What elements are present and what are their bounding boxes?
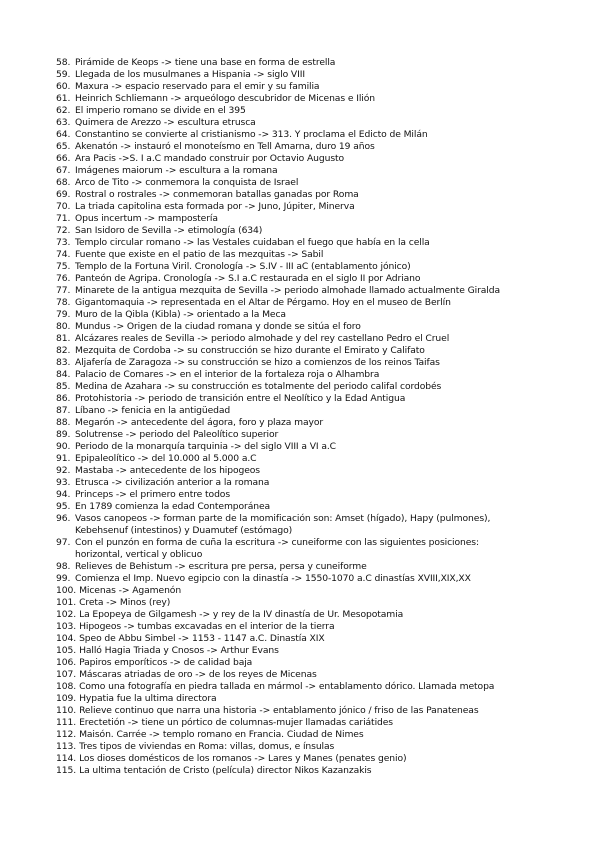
item-number: 108. bbox=[56, 681, 77, 692]
list-item bbox=[56, 81, 586, 93]
item-text: Imágenes maiorum -> escultura a la romana bbox=[75, 165, 278, 176]
item-text: Con el punzón en forma de cuña la escritura -> cuneiforme con las siguientes posiciones: horizontal, vertical y oblicuo bbox=[75, 537, 479, 560]
list-item bbox=[56, 537, 586, 561]
item-text: Líbano -> fenicia en la antigüedad bbox=[75, 405, 231, 416]
list-item bbox=[56, 297, 586, 309]
item-text: Creta -> Minos (rey) bbox=[79, 597, 171, 608]
list-item bbox=[56, 57, 586, 69]
item-number: 115. bbox=[56, 765, 77, 776]
item-text: San Isidoro de Sevilla -> etimología (634) bbox=[75, 225, 263, 236]
list-item bbox=[56, 489, 586, 501]
item-number: 87. bbox=[56, 405, 71, 416]
item-text: Panteón de Agripa. Cronología -> S.I a.C restaurada en el siglo II por Adriano bbox=[75, 273, 421, 284]
item-text: Princeps -> el primero entre todos bbox=[75, 489, 231, 500]
item-number: 102. bbox=[56, 609, 77, 620]
item-number: 65. bbox=[56, 141, 71, 152]
item-text: El imperio romano se divide en el 395 bbox=[75, 105, 246, 116]
numbered-list bbox=[56, 57, 586, 777]
item-number: 68. bbox=[56, 177, 71, 188]
item-text: Halló Hagia Triada y Cnosos -> Arthur Evans bbox=[79, 645, 279, 656]
item-number: 96. bbox=[56, 513, 71, 524]
item-text: Minarete de la antigua mezquita de Sevilla -> periodo almohade llamado actualmente Giralda bbox=[75, 285, 501, 296]
list-item bbox=[56, 285, 586, 297]
item-text: La triada capitolina esta formada por -> Juno, Júpiter, Minerva bbox=[75, 201, 355, 212]
item-text: Gigantomaquia -> representada en el Altar de Pérgamo. Hoy en el museo de Berlín bbox=[75, 297, 451, 308]
item-text: Akenatón -> instauró el monoteísmo en Tell Amarna, duro 19 años bbox=[75, 141, 375, 152]
list-item bbox=[56, 165, 586, 177]
item-number: 76. bbox=[56, 273, 71, 284]
item-number: 74. bbox=[56, 249, 71, 260]
item-text: Pirámide de Keops -> tiene una base en forma de estrella bbox=[75, 57, 336, 68]
item-text: Templo circular romano -> las Vestales cuidaban el fuego que había en la cella bbox=[75, 237, 430, 248]
item-number: 85. bbox=[56, 381, 71, 392]
list-item bbox=[56, 513, 586, 537]
item-text: Constantino se convierte al cristianismo -> 313. Y proclama el Edicto de Milán bbox=[75, 129, 428, 140]
item-text: Solutrense -> periodo del Paleolítico superior bbox=[75, 429, 279, 440]
item-text: Opus incertum -> mampostería bbox=[75, 213, 218, 224]
list-item bbox=[56, 657, 586, 669]
item-number: 75. bbox=[56, 261, 71, 272]
list-item bbox=[56, 453, 586, 465]
list-item bbox=[56, 357, 586, 369]
list-item bbox=[56, 417, 586, 429]
item-text: Relieves de Behistum -> escritura pre persa, persa y cuneiforme bbox=[75, 561, 367, 572]
list-item bbox=[56, 705, 586, 717]
list-item bbox=[56, 669, 586, 681]
item-number: 101. bbox=[56, 597, 77, 608]
list-item bbox=[56, 369, 586, 381]
list-item bbox=[56, 465, 586, 477]
list-item bbox=[56, 141, 586, 153]
item-number: 59. bbox=[56, 69, 71, 80]
item-text: Etrusca -> civilización anterior a la romana bbox=[75, 477, 270, 488]
item-text: Speo de Abbu Simbel -> 1153 - 1147 a.C. Dinastía XIX bbox=[79, 633, 325, 644]
item-text: En 1789 comienza la edad Contemporánea bbox=[75, 501, 271, 512]
item-number: 70. bbox=[56, 201, 71, 212]
item-number: 89. bbox=[56, 429, 71, 440]
item-text: Quimera de Arezzo -> escultura etrusca bbox=[75, 117, 256, 128]
item-text: Ara Pacis ->S. I a.C mandado construir por Octavio Augusto bbox=[75, 153, 345, 164]
list-item bbox=[56, 117, 586, 129]
item-text: Periodo de la monarquía tarquinia -> del siglo VIII a VI a.C bbox=[75, 441, 336, 452]
item-number: 105. bbox=[56, 645, 77, 656]
item-text: Medina de Azahara -> su construcción es totalmente del periodo califal cordobés bbox=[75, 381, 442, 392]
list-item bbox=[56, 765, 586, 777]
list-item bbox=[56, 345, 586, 357]
item-text: Relieve continuo que narra una historia -> entablamento jónico / friso de las Panateneas bbox=[79, 705, 479, 716]
item-number: 71. bbox=[56, 213, 71, 224]
list-item bbox=[56, 573, 586, 585]
list-item bbox=[56, 693, 586, 705]
item-number: 62. bbox=[56, 105, 71, 116]
item-text: Muro de la Qibla (Kibla) -> orientado a la Meca bbox=[75, 309, 286, 320]
item-number: 93. bbox=[56, 477, 71, 488]
list-item bbox=[56, 309, 586, 321]
item-number: 91. bbox=[56, 453, 71, 464]
item-number: 86. bbox=[56, 393, 71, 404]
list-item bbox=[56, 585, 586, 597]
list-item bbox=[56, 321, 586, 333]
item-text: Comienza el Imp. Nuevo egipcio con la dinastía -> 1550-1070 a.C dinastías XVIII,XIX,XX bbox=[75, 573, 471, 584]
item-text: Máscaras atriadas de oro -> de los reyes de Micenas bbox=[79, 669, 317, 680]
list-item bbox=[56, 729, 586, 741]
list-item bbox=[56, 261, 586, 273]
item-text: Tres tipos de viviendas en Roma: villas, domus, e ínsulas bbox=[79, 741, 335, 752]
item-number: 114. bbox=[56, 753, 77, 764]
list-item bbox=[56, 501, 586, 513]
item-text: Hypatia fue la ultima directora bbox=[79, 693, 217, 704]
list-item bbox=[56, 633, 586, 645]
item-number: 103. bbox=[56, 621, 77, 632]
list-item bbox=[56, 681, 586, 693]
item-number: 58. bbox=[56, 57, 71, 68]
item-text: Fuente que existe en el patio de las mezquitas -> Sabil bbox=[75, 249, 324, 260]
item-text: Aljafería de Zaragoza -> su construcción se hizo a comienzos de los reinos Taifas bbox=[75, 357, 440, 368]
list-item bbox=[56, 753, 586, 765]
item-text: La ultima tentación de Cristo (película) director Nikos Kazanzakis bbox=[79, 765, 372, 776]
item-text: Vasos canopeos -> forman parte de la momificación son: Amset (hígado), Hapy (pulmones), Kebehsenuf (intestinos) y Duamutef (estómago) bbox=[75, 513, 491, 536]
item-number: 80. bbox=[56, 321, 71, 332]
list-item bbox=[56, 105, 586, 117]
list-item bbox=[56, 249, 586, 261]
item-text: Mezquita de Cordoba -> su construcción se hizo durante el Emirato y Califato bbox=[75, 345, 425, 356]
list-item bbox=[56, 273, 586, 285]
item-number: 79. bbox=[56, 309, 71, 320]
list-item bbox=[56, 177, 586, 189]
list-item bbox=[56, 405, 586, 417]
item-number: 100. bbox=[56, 585, 77, 596]
item-text: Papiros emporíticos -> de calidad baja bbox=[79, 657, 253, 668]
item-number: 67. bbox=[56, 165, 71, 176]
item-text: Los dioses domésticos de los romanos -> Lares y Manes (penates genio) bbox=[79, 753, 407, 764]
item-number: 104. bbox=[56, 633, 77, 644]
item-text: Mastaba -> antecedente de los hipogeos bbox=[75, 465, 260, 476]
item-number: 98. bbox=[56, 561, 71, 572]
list-item bbox=[56, 741, 586, 753]
list-item bbox=[56, 645, 586, 657]
item-number: 63. bbox=[56, 117, 71, 128]
list-item bbox=[56, 381, 586, 393]
list-item bbox=[56, 189, 586, 201]
list-item bbox=[56, 561, 586, 573]
list-item bbox=[56, 69, 586, 81]
list-item bbox=[56, 237, 586, 249]
item-number: 82. bbox=[56, 345, 71, 356]
item-number: 110. bbox=[56, 705, 77, 716]
item-number: 64. bbox=[56, 129, 71, 140]
item-number: 73. bbox=[56, 237, 71, 248]
item-text: Protohistoria -> periodo de transición entre el Neolítico y la Edad Antigua bbox=[75, 393, 406, 404]
item-number: 90. bbox=[56, 441, 71, 452]
item-text: Rostral o rostrales -> conmemoran batallas ganadas por Roma bbox=[75, 189, 359, 200]
item-number: 81. bbox=[56, 333, 71, 344]
item-number: 94. bbox=[56, 489, 71, 500]
item-text: Heinrich Schliemann -> arqueólogo descubridor de Micenas e Ilión bbox=[75, 93, 375, 104]
list-item bbox=[56, 153, 586, 165]
item-text: Arco de Tito -> conmemora la conquista de Israel bbox=[75, 177, 299, 188]
list-item bbox=[56, 621, 586, 633]
item-number: 92. bbox=[56, 465, 71, 476]
list-item bbox=[56, 717, 586, 729]
item-number: 88. bbox=[56, 417, 71, 428]
item-text: Maisón. Carrée -> templo romano en Francia. Ciudad de Nimes bbox=[79, 729, 364, 740]
item-number: 99. bbox=[56, 573, 71, 584]
list-item bbox=[56, 213, 586, 225]
item-number: 84. bbox=[56, 369, 71, 380]
item-number: 95. bbox=[56, 501, 71, 512]
item-number: 60. bbox=[56, 81, 71, 92]
item-number: 109. bbox=[56, 693, 77, 704]
list-item bbox=[56, 429, 586, 441]
item-number: 72. bbox=[56, 225, 71, 236]
item-text: Hipogeos -> tumbas excavadas en el interior de la tierra bbox=[79, 621, 335, 632]
item-text: Epipaleolítico -> del 10.000 al 5.000 a.C bbox=[75, 453, 257, 464]
list-item bbox=[56, 597, 586, 609]
item-number: 61. bbox=[56, 93, 71, 104]
item-text: Maxura -> espacio reservado para el emir y su familia bbox=[75, 81, 320, 92]
list-item bbox=[56, 201, 586, 213]
item-number: 111. bbox=[56, 717, 77, 728]
item-text: Micenas -> Agamenón bbox=[79, 585, 182, 596]
item-text: Templo de la Fortuna Viril. Cronología -> S.IV - III aC (entablamento jónico) bbox=[75, 261, 411, 272]
item-text: Erectetión -> tiene un pórtico de columnas-mujer llamadas cariátides bbox=[79, 717, 393, 728]
item-number: 106. bbox=[56, 657, 77, 668]
list-item bbox=[56, 93, 586, 105]
item-text: Llegada de los musulmanes a Hispania -> siglo VIII bbox=[75, 69, 305, 80]
list-item bbox=[56, 393, 586, 405]
item-number: 77. bbox=[56, 285, 71, 296]
list-item bbox=[56, 477, 586, 489]
item-text: Alcázares reales de Sevilla -> periodo almohade y del rey castellano Pedro el Cruel bbox=[75, 333, 450, 344]
item-number: 66. bbox=[56, 153, 71, 164]
list-item bbox=[56, 333, 586, 345]
item-number: 78. bbox=[56, 297, 71, 308]
list-item bbox=[56, 609, 586, 621]
item-number: 83. bbox=[56, 357, 71, 368]
item-text: Palacio de Comares -> en el interior de la fortaleza roja o Alhambra bbox=[75, 369, 380, 380]
item-text: La Epopeya de Gilgamesh -> y rey de la IV dinastía de Ur. Mesopotamia bbox=[79, 609, 404, 620]
item-number: 97. bbox=[56, 537, 71, 548]
item-text: Mundus -> Origen de la ciudad romana y donde se sitúa el foro bbox=[75, 321, 361, 332]
list-item bbox=[56, 129, 586, 141]
list-item bbox=[56, 441, 586, 453]
item-number: 112. bbox=[56, 729, 77, 740]
item-number: 113. bbox=[56, 741, 77, 752]
item-number: 107. bbox=[56, 669, 77, 680]
item-text: Megarón -> antecedente del ágora, foro y plaza mayor bbox=[75, 417, 324, 428]
item-text: Como una fotografía en piedra tallada en mármol -> entablamento dórico. Llamada metopa bbox=[79, 681, 495, 692]
list-item bbox=[56, 225, 586, 237]
item-number: 69. bbox=[56, 189, 71, 200]
